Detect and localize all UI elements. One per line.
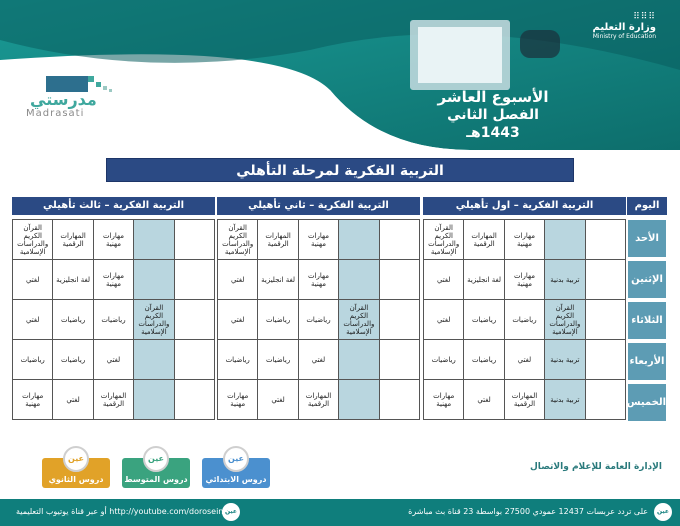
table-cell: لغتي [464, 380, 504, 420]
secondary-lessons-button[interactable] [42, 454, 110, 488]
week-info [423, 88, 563, 142]
table-cell: القرآن الكريم والدراسات الإسلامية [545, 300, 585, 340]
group-title: التربية الفكرية – اول تأهيلي [423, 197, 626, 215]
table-cell [339, 260, 379, 300]
table-cell: رياضيات [53, 340, 93, 380]
days-column [627, 197, 667, 422]
table-row [13, 300, 215, 340]
day-wednesday: الأربعاء [627, 342, 667, 381]
table-cell: رياضيات [298, 300, 338, 340]
table-cell: القرآن الكريم والدراسات الإسلامية [218, 220, 258, 260]
ein-logo-icon: عين [63, 446, 89, 472]
table-cell: القرآن الكريم والدراسات الإسلامية [424, 220, 464, 260]
table-cell: مهارات مهنية [298, 220, 338, 260]
table-row [13, 340, 215, 380]
table-cell: لغة انجليزية [258, 260, 298, 300]
week-label: الأسبوع العاشر [437, 88, 549, 106]
ein-logo-icon: عين [654, 503, 672, 521]
table-cell: لغتي [298, 340, 338, 380]
schedule-third-grade [12, 197, 215, 420]
ministry-mark-icon: ⠿⠿⠿ [633, 12, 656, 22]
middle-lessons-button[interactable] [122, 454, 190, 488]
table-cell: رياضيات [464, 340, 504, 380]
page-title: التربية الفكرية لمرحلة التأهلي [106, 158, 574, 182]
table-cell: رياضيات [13, 340, 53, 380]
ministry-name-en: Ministry of Education [592, 33, 656, 40]
table-cell [379, 380, 419, 420]
table-cell [585, 220, 625, 260]
schedule-table [217, 219, 420, 420]
ein-logo-icon: عين [143, 446, 169, 472]
brand-name-en: Madrasati [26, 108, 85, 119]
table-cell [379, 260, 419, 300]
table-cell: رياضيات [424, 340, 464, 380]
table-cell [134, 260, 174, 300]
table-cell: لغتي [13, 260, 53, 300]
table-cell: القرآن الكريم والدراسات الإسلامية [339, 300, 379, 340]
table-row [424, 220, 626, 260]
primary-lessons-button[interactable] [202, 454, 270, 488]
table-row [424, 260, 626, 300]
header-banner [0, 0, 680, 150]
table-cell [174, 380, 214, 420]
broadcast-info: على تردد عربسات 12437 عمودي 27500 بواسطة 23 قناة بث مباشرة [408, 507, 648, 516]
table-row [218, 220, 420, 260]
table-row [424, 380, 626, 420]
table-cell [379, 340, 419, 380]
table-cell: لغتي [258, 380, 298, 420]
table-cell: مهارات مهنية [93, 220, 133, 260]
table-cell [585, 260, 625, 300]
table-cell: رياضيات [504, 300, 544, 340]
table-cell [339, 380, 379, 420]
table-cell: رياضيات [218, 340, 258, 380]
ministry-logo [576, 12, 656, 40]
table-cell: مهارات مهنية [298, 260, 338, 300]
group-title: التربية الفكرية – ثاني تأهيلي [217, 197, 420, 215]
table-row [218, 380, 420, 420]
ministry-name-ar: وزارة التعليم [592, 22, 656, 33]
table-cell [585, 300, 625, 340]
table-cell: رياضيات [53, 300, 93, 340]
table-cell: المهارات الرقمية [464, 220, 504, 260]
badge-label: دروس المتوسط [124, 475, 188, 484]
table-row [13, 260, 215, 300]
schedule-second-grade [217, 197, 420, 420]
table-cell: لغة انجليزية [464, 260, 504, 300]
day-monday: الإثنين [627, 260, 667, 299]
table-row [13, 220, 215, 260]
table-cell: لغتي [218, 300, 258, 340]
day-thursday: الخميس [627, 383, 667, 422]
day-tuesday: الثلاثاء [627, 301, 667, 340]
days-header: اليوم [627, 197, 667, 215]
youtube-link[interactable]: http://youtube.com/dorosein أو عبر قناة يوتيوب التعليمية [16, 507, 224, 516]
table-row [218, 340, 420, 380]
table-cell [339, 220, 379, 260]
table-cell: المهارات الرقمية [53, 220, 93, 260]
table-cell [134, 340, 174, 380]
table-row [218, 300, 420, 340]
table-cell: لغتي [218, 260, 258, 300]
admin-logo: الإدارة العامة للإعلام والاتصال [530, 462, 662, 472]
table-cell: رياضيات [258, 300, 298, 340]
day-sunday: الأحد [627, 219, 667, 258]
table-cell [585, 380, 625, 420]
table-cell: المهارات الرقمية [93, 380, 133, 420]
table-cell [585, 340, 625, 380]
table-cell: القرآن الكريم والدراسات الإسلامية [13, 220, 53, 260]
table-cell [134, 220, 174, 260]
table-cell: مهارات مهنية [13, 380, 53, 420]
table-cell [134, 380, 174, 420]
table-row [424, 300, 626, 340]
term-label: الفصل الثاني 1443هـ [447, 107, 539, 141]
table-row [424, 340, 626, 380]
table-cell: تربية بدنية [545, 260, 585, 300]
table-row [218, 260, 420, 300]
table-cell [339, 340, 379, 380]
table-cell: تربية بدنية [545, 340, 585, 380]
brand-name-ar: مدرستي [30, 90, 97, 109]
table-cell: لغتي [424, 260, 464, 300]
table-cell: رياضيات [93, 300, 133, 340]
table-cell: لغتي [13, 300, 53, 340]
table-cell: رياضيات [464, 300, 504, 340]
table-cell [545, 220, 585, 260]
table-cell [379, 300, 419, 340]
table-cell: المهارات الرقمية [258, 220, 298, 260]
schedule-first-grade [423, 197, 626, 420]
badge-label: دروس الثانوي [48, 475, 104, 484]
table-cell: مهارات مهنية [504, 220, 544, 260]
group-title: التربية الفكرية – ثالث تأهيلي [12, 197, 215, 215]
table-cell [174, 260, 214, 300]
table-cell: رياضيات [258, 340, 298, 380]
ein-logo-icon: عين [222, 503, 240, 521]
table-cell: لغتي [424, 300, 464, 340]
table-cell: لغة انجليزية [53, 260, 93, 300]
footer-bar [0, 499, 680, 526]
ein-logo-icon: عين [223, 446, 249, 472]
table-cell: المهارات الرقمية [298, 380, 338, 420]
table-cell: لغتي [93, 340, 133, 380]
table-cell: تربية بدنية [545, 380, 585, 420]
lesson-badges [42, 446, 282, 494]
table-cell: مهارات مهنية [93, 260, 133, 300]
table-row [13, 380, 215, 420]
table-cell: لغتي [504, 340, 544, 380]
table-cell: مهارات مهنية [424, 380, 464, 420]
table-cell: المهارات الرقمية [504, 380, 544, 420]
table-cell [379, 220, 419, 260]
table-cell [174, 220, 214, 260]
table-cell: مهارات مهنية [218, 380, 258, 420]
table-cell [174, 300, 214, 340]
table-cell [174, 340, 214, 380]
table-cell: القرآن الكريم والدراسات الإسلامية [134, 300, 174, 340]
badge-label: دروس الابتدائي [205, 475, 267, 484]
schedule-table [423, 219, 626, 420]
schedule-table [12, 219, 215, 420]
table-cell: لغتي [53, 380, 93, 420]
table-cell: مهارات مهنية [504, 260, 544, 300]
